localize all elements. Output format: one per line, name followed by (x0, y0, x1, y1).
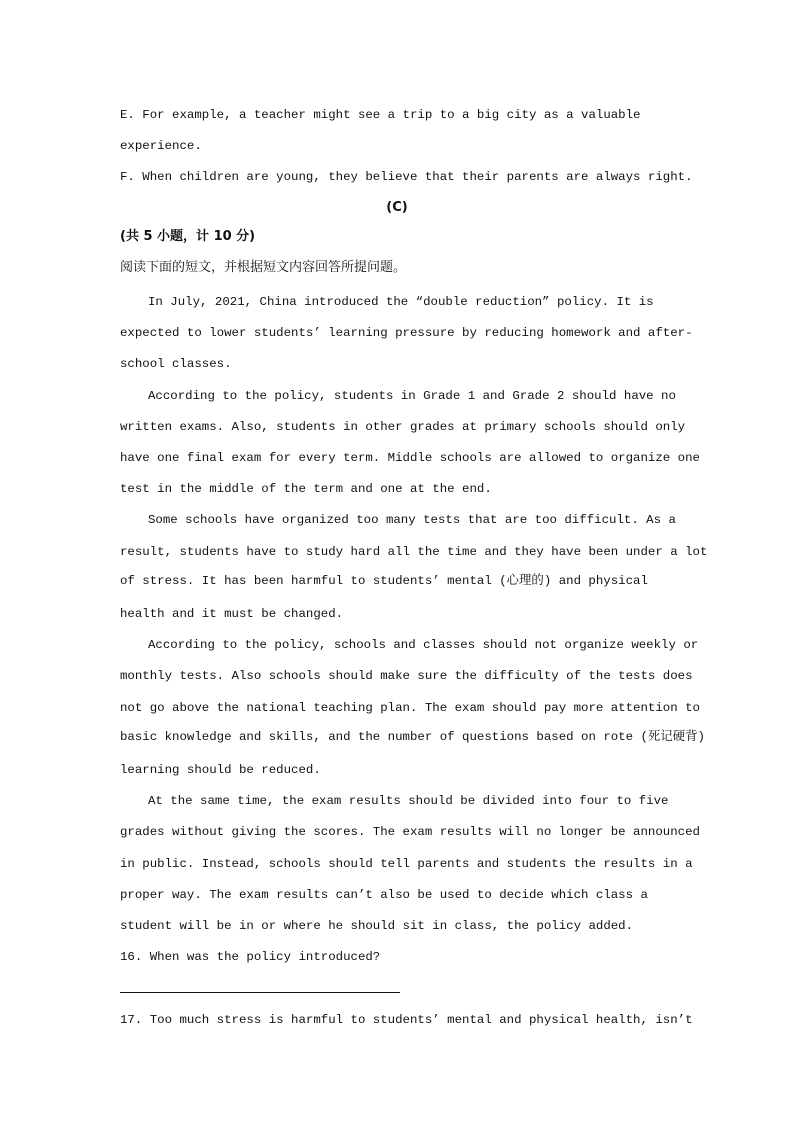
passage-line: student will be in or where he should sit in class, the policy added. (120, 919, 634, 933)
passage-line: monthly tests. Also schools should make sure the difficulty of the tests does (120, 669, 693, 683)
passage-line: not go above the national teaching plan. The exam should pay more attention to (120, 701, 700, 715)
passage-line: Some schools have organized too many tests that are too difficult. As a (148, 513, 676, 527)
passage-line: of stress. It has been harmful to students’ mental (心理的) and physical (120, 574, 648, 588)
passage-line: According to the policy, students in Grade 1 and Grade 2 should have no (148, 389, 676, 403)
question-17: 17. Too much stress is harmful to students’ mental and physical health, isn’t (120, 1013, 693, 1027)
passage-line: proper way. The exam results can’t also be used to decide which class a (120, 888, 648, 902)
passage-line: test in the middle of the term and one at the end. (120, 482, 492, 496)
section-c-instruction: 阅读下面的短文，并根据短文内容回答所提问题。 (120, 260, 407, 275)
passage-line: According to the policy, schools and classes should not organize weekly or (148, 638, 699, 652)
passage-line: have one final exam for every term. Middle schools are allowed to organize one (120, 451, 700, 465)
passage-line: in public. Instead, schools should tell parents and students the results in a (120, 857, 693, 871)
passage-line: grades without giving the scores. The exam results will no longer be announced (120, 825, 700, 839)
answer-blank-16[interactable] (120, 992, 400, 993)
passage-line: health and it must be changed. (120, 607, 344, 621)
passage-line: In July, 2021, China introduced the “double reduction” policy. It is (148, 295, 654, 309)
passage-line: At the same time, the exam results should be divided into four to five (148, 794, 669, 808)
passage-line: basic knowledge and skills, and the number of questions based on rote (死记硬背) (120, 730, 705, 744)
option-e-line-1: E. For example, a teacher might see a trip to a big city as a valuable (120, 108, 641, 122)
option-f-line: F. When children are young, they believe that their parents are always right. (120, 170, 693, 184)
passage-line: expected to lower students’ learning pressure by reducing homework and after- (120, 326, 693, 340)
section-c-score-note: (共 5 小题，计 10 分) (120, 229, 256, 244)
question-16: 16. When was the policy introduced? (120, 950, 381, 964)
passage-line: result, students have to study hard all the time and they have been under a lot (120, 545, 708, 559)
section-c-label: (C) (386, 200, 408, 215)
option-e-line-2: experience. (120, 139, 202, 153)
passage-line: written exams. Also, students in other grades at primary schools should only (120, 420, 686, 434)
passage-line: learning should be reduced. (120, 763, 321, 777)
passage-line: school classes. (120, 357, 232, 371)
